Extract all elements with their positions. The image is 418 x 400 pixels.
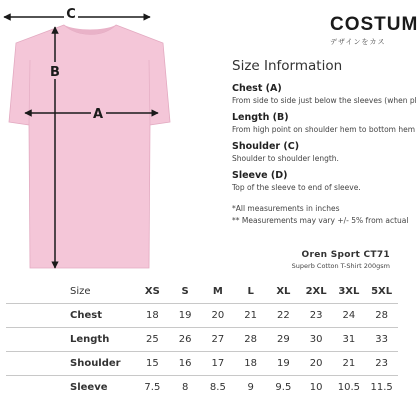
table-row xyxy=(6,328,398,352)
table-header-row xyxy=(6,280,398,304)
table-cell: 33 xyxy=(365,328,398,352)
size-header: L xyxy=(234,280,267,304)
product-info xyxy=(292,250,390,270)
table-cell: 26 xyxy=(169,328,202,352)
definition-term: Length (B) xyxy=(232,112,289,123)
table-cell: 19 xyxy=(267,352,300,376)
table-cell: 8 xyxy=(181,382,189,393)
table-cell: 9.5 xyxy=(275,382,292,393)
size-information xyxy=(232,58,417,227)
table-cell: 20 xyxy=(202,304,235,328)
brand-name: COSTUM xyxy=(330,14,418,35)
table-cell: 29 xyxy=(267,328,300,352)
table-cell: 11.5 xyxy=(370,382,393,393)
tshirt-diagram xyxy=(0,0,215,280)
table-cell: 19 xyxy=(169,304,202,328)
product-name: Oren Sport CT71 xyxy=(301,250,390,260)
brand-logo xyxy=(330,14,418,47)
table-cell: 28 xyxy=(234,328,267,352)
size-header: XS xyxy=(136,280,169,304)
product-description: Superb Cotton T-Shirt 200gsm xyxy=(291,262,390,270)
definition-desc: Top of the sleeve to end of sleeve. xyxy=(232,183,361,192)
length-label: B xyxy=(50,65,60,80)
size-chart-table xyxy=(6,280,398,399)
table-cell: 31 xyxy=(333,328,366,352)
table-row xyxy=(6,352,398,376)
chest-label: A xyxy=(92,107,104,122)
table-cell: 23 xyxy=(300,304,333,328)
table-cell: 30 xyxy=(300,328,333,352)
row-label: Shoulder xyxy=(6,352,136,376)
table-cell: 8.5 xyxy=(209,382,226,393)
table-cell: 10.5 xyxy=(337,382,360,393)
size-header: 5XL xyxy=(365,280,398,304)
size-header: 2XL xyxy=(300,280,333,304)
size-header: S xyxy=(169,280,202,304)
note-units: *All measurements in inches xyxy=(232,204,340,213)
table-row xyxy=(6,304,398,328)
table-cell: 15 xyxy=(136,352,169,376)
definition-term: Chest (A) xyxy=(232,83,282,94)
shoulder-label: C xyxy=(66,7,76,22)
definition-sleeve xyxy=(232,170,407,193)
definition-shoulder xyxy=(232,141,407,164)
table-cell: 27 xyxy=(202,328,235,352)
note-variance: ** Measurements may vary +/- 5% from actual xyxy=(232,216,409,225)
table-cell: 21 xyxy=(333,352,366,376)
table-cell: 22 xyxy=(267,304,300,328)
table-cell: 18 xyxy=(136,304,169,328)
definition-term: Shoulder (C) xyxy=(232,141,300,152)
table-cell: 7.5 xyxy=(144,382,161,393)
table-cell: 16 xyxy=(169,352,202,376)
table-cell: 24 xyxy=(333,304,366,328)
definition-length xyxy=(232,112,416,135)
row-label: Sleeve xyxy=(70,382,108,393)
row-label: Chest xyxy=(6,304,136,328)
definition-chest xyxy=(232,83,417,106)
table-cell: 25 xyxy=(136,328,169,352)
row-label: Length xyxy=(6,328,136,352)
table-cell: 21 xyxy=(234,304,267,328)
definition-desc: Shoulder to shoulder length. xyxy=(232,154,339,163)
table-cell: 20 xyxy=(300,352,333,376)
table-cell: 28 xyxy=(365,304,398,328)
table-cell: 17 xyxy=(202,352,235,376)
table-row xyxy=(6,376,398,400)
size-header: XL xyxy=(267,280,300,304)
table-cell: 9 xyxy=(247,382,254,393)
definition-term: Sleeve (D) xyxy=(232,170,288,181)
definition-desc: From high point on shoulder hem to bottom hem xyxy=(232,125,416,134)
tshirt-icon xyxy=(9,25,170,268)
definition-desc: From side to side just below the sleeves (when pl xyxy=(232,96,417,105)
size-info-title: Size Information xyxy=(232,58,343,74)
brand-tagline: デザインをカス xyxy=(330,38,386,46)
header-label: Size xyxy=(6,280,136,304)
table-cell: 10 xyxy=(309,382,323,393)
size-header: M xyxy=(202,280,235,304)
size-header: 3XL xyxy=(333,280,366,304)
table-cell: 23 xyxy=(365,352,398,376)
measurement-notes xyxy=(232,203,407,227)
table-cell: 18 xyxy=(234,352,267,376)
